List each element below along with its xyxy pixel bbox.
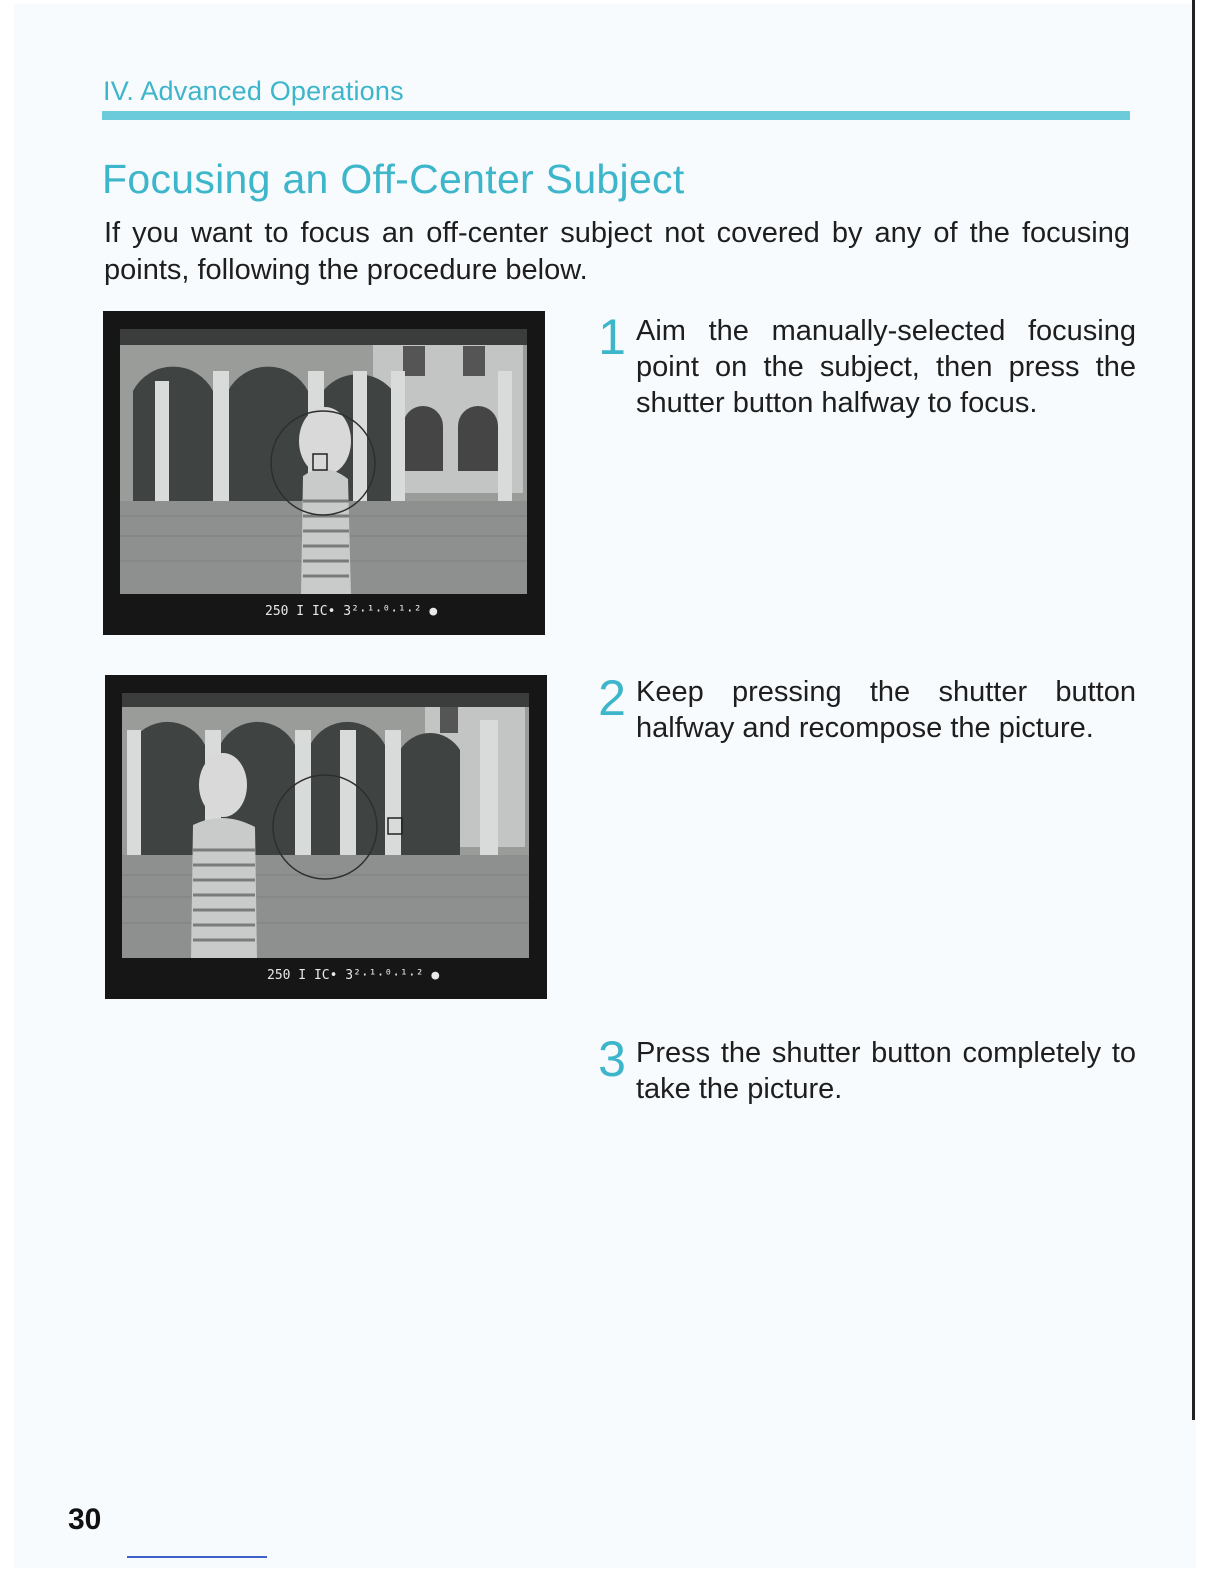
step-number: 1: [598, 309, 626, 365]
viewfinder-photo-step-1: [103, 311, 545, 635]
viewfinder-scene-1-image: [103, 311, 545, 635]
section-rule: [102, 111, 1130, 120]
viewfinder-readout: 250 I IC• 3²·¹·⁰·¹·² ●: [265, 604, 438, 619]
page-edge-border: [1192, 0, 1195, 1420]
step-text: Press the shutter button completely to take the picture.: [636, 1037, 1136, 1105]
page-number: 30: [68, 1503, 102, 1536]
step-1: [588, 309, 1136, 421]
step-text: Aim the manually-selected focusing point on the subject, then press the shutter button halfway to focus.: [636, 315, 1136, 419]
footer-rule: [127, 1556, 267, 1558]
step-2: [588, 670, 1136, 746]
step-3: [588, 1031, 1136, 1107]
step-number: 2: [598, 670, 626, 726]
section-label: IV. Advanced Operations: [103, 76, 404, 106]
intro-paragraph: If you want to focus an off-center subject not covered by any of the focusing points, following the procedure below.: [104, 217, 1130, 286]
viewfinder-photo-step-2: [105, 675, 547, 999]
step-text: Keep pressing the shutter button halfway and recompose the picture.: [636, 676, 1136, 744]
viewfinder-scene-2-image: [105, 675, 547, 999]
page-title: Focusing an Off-Center Subject: [102, 156, 685, 202]
step-number: 3: [598, 1031, 626, 1087]
viewfinder-readout: 250 I IC• 3²·¹·⁰·¹·² ●: [267, 968, 440, 983]
